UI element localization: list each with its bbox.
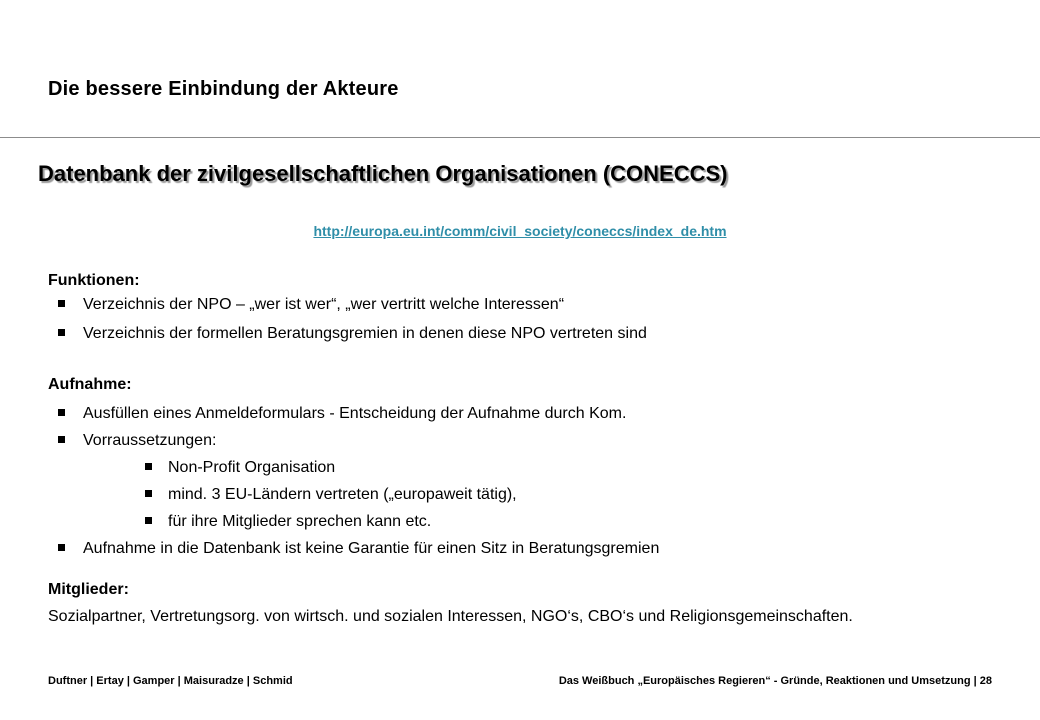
mitglieder-label: Mitglieder: — [48, 581, 129, 598]
bullet-square-icon — [58, 544, 65, 551]
bullet-square-icon — [145, 490, 152, 497]
bullet-square-icon — [58, 436, 65, 443]
sub-list-item — [145, 513, 431, 531]
list-item-text: Vorraussetzungen: — [83, 432, 217, 449]
footer-title-page: Das Weißbuch „Europäisches Regieren“ - Gründe, Reaktionen und Umsetzung | 28 — [558, 675, 992, 687]
aufnahme-label: Aufnahme: — [48, 376, 132, 393]
list-item — [58, 540, 659, 558]
header-divider — [0, 137, 1040, 138]
list-item — [58, 325, 647, 343]
funktionen-label: Funktionen: — [48, 272, 140, 289]
mitglieder-text: Sozialpartner, Vertretungsorg. von wirtsch. und sozialen Interessen, NGO‘s, CBO‘s und Religionsgemeinschaften. — [48, 608, 853, 625]
bullet-square-icon — [145, 463, 152, 470]
sub-list-item — [145, 459, 335, 477]
list-item-text: Aufnahme in die Datenbank ist keine Garantie für einen Sitz in Beratungsgremien — [83, 540, 660, 557]
slide-header-title: Die bessere Einbindung der Akteure — [48, 78, 399, 100]
list-item — [58, 405, 626, 423]
sub-list-item — [145, 486, 517, 504]
bullet-square-icon — [58, 409, 65, 416]
sub-list-item-text: mind. 3 EU-Ländern vertreten („europaweit tätig), — [168, 486, 517, 503]
sub-list-item-text: für ihre Mitglieder sprechen kann etc. — [168, 513, 432, 530]
list-item-text: Verzeichnis der NPO – „wer ist wer“, „wer vertritt welche Interessen“ — [83, 296, 565, 313]
sub-list-item-text: Non-Profit Organisation — [168, 459, 336, 476]
main-heading: Datenbank der zivilgesellschaftlichen Organisationen (CONECCS) — [38, 161, 728, 186]
list-item-text: Ausfüllen eines Anmeldeformulars - Entscheidung der Aufnahme durch Kom. — [83, 405, 627, 422]
bullet-square-icon — [145, 517, 152, 524]
bullet-square-icon — [58, 300, 65, 307]
footer-authors: Duftner | Ertay | Gamper | Maisuradze | Schmid — [48, 675, 293, 687]
coneccs-link[interactable]: http://europa.eu.int/comm/civil_society/coneccs/index_de.htm — [313, 223, 727, 239]
bullet-square-icon — [58, 329, 65, 336]
list-item — [58, 432, 216, 450]
list-item — [58, 296, 564, 314]
list-item-text: Verzeichnis der formellen Beratungsgremien in denen diese NPO vertreten sind — [83, 325, 647, 342]
